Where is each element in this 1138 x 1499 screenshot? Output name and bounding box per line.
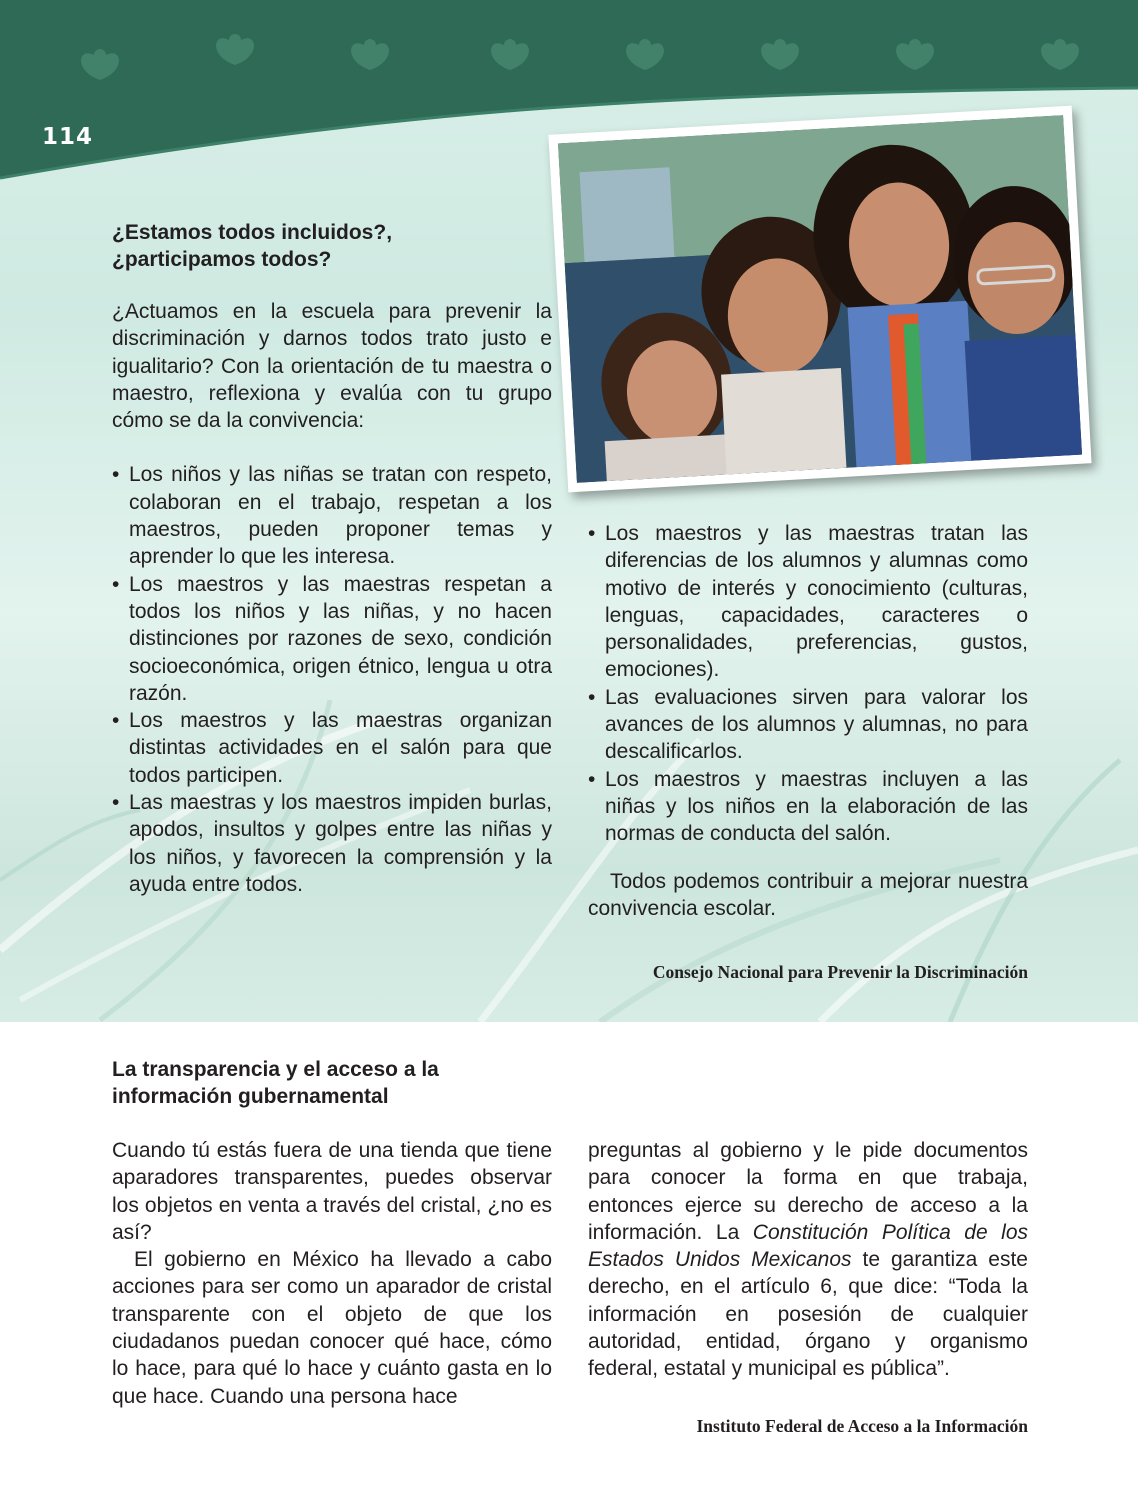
list-item: • Las evaluaciones sirven para valorar los avances de los alumnos y alumnas, no para descalificarlos. (588, 684, 1028, 766)
list-item: • Los maestros y las maestras respetan a todos los niños y las niñas, y no hacen distinciones por razones de sexo, condición socioeconómica, origen étnico, lengua u otra razón. (112, 571, 552, 707)
section1-closing: Todos podemos contribuir a mejorar nuestra convivencia escolar. (588, 869, 1028, 920)
section2-para3-end: te garantiza este derecho, en el artículo 6, que dice: “Toda la información en posesión de cualquier autoridad, entidad, órgano y organismo federal, estatal y municipal es pública”. (588, 1248, 1028, 1381)
page-number: 114 (42, 124, 94, 150)
section1-source: Consejo Nacional para Prevenir la Discriminación (652, 962, 1028, 982)
section1-intro: ¿Actuamos en la escuela para prevenir la discriminación y darnos todos trato justo e igualitario? Con la orientación de tu maestra o maestro, reflexiona y evalúa con tu grupo cómo se da la convivencia: (112, 300, 552, 433)
section2-para3 (588, 1137, 1028, 1383)
list-item: • Los niños y las niñas se tratan con respeto, colaboran en el trabajo, respetan a los maestros, pueden proponer temas y aprender lo que les interesa. (112, 461, 552, 570)
bullet-list-right (588, 520, 1028, 848)
section2-left-column (112, 1137, 552, 1410)
section2-para1: Cuando tú estás fuera de una tienda que tiene aparadores transparentes, puedes observar los objetos en venta a través del cristal, ¿no es así? (112, 1139, 552, 1244)
list-item: • Los maestros y las maestras tratan las diferencias de los alumnos y alumnas como motivo de interés y conocimiento (culturas, lenguas, capacidades, caracteres o personalidades, preferencias, gustos, emociones). (588, 520, 1028, 684)
photo-frame (548, 106, 1091, 493)
list-item: • Los maestros y maestras incluyen a las niñas y los niños en la elaboración de las normas de conducta del salón. (588, 766, 1028, 848)
section2-para3-start: preguntas al gobierno y le pide documentos para conocer la forma en que trabaja, entonces ejerce su derecho de acceso a la información. La (588, 1139, 1028, 1244)
section2-title-line2: información gubernamental (112, 1085, 389, 1108)
section1-title-line1: ¿Estamos todos incluidos?, (112, 221, 393, 244)
list-item: • Los maestros y las maestras organizan distintas actividades en el salón para que todos participen. (112, 707, 552, 789)
students-photo (558, 115, 1082, 483)
section2-para2: El gobierno en México ha llevado a cabo acciones para ser como un aparador de cristal transparente con el objeto de que los ciudadanos puedan conocer qué hace, cómo lo hace, para qué lo hace y cuánto gasta en lo que hace. Cuando una persona hace (112, 1248, 552, 1408)
section2-source: Instituto Federal de Acceso a la Información (696, 1416, 1028, 1436)
section2-title (112, 1056, 552, 1110)
list-item: • Las maestras y los maestros impiden burlas, apodos, insultos y golpes entre las niñas y los niños, y favorecen la comprensión y la ayuda entre todos. (112, 789, 552, 898)
section2-title-line1: La transparencia y el acceso a la (112, 1058, 439, 1081)
section1-title (112, 219, 552, 273)
section2-right-column (588, 1137, 1028, 1383)
section2-para3-italic: Constitución Política de los Estados Unidos Mexicanos (588, 1220, 1028, 1272)
section1-title-line2: ¿participamos todos? (112, 248, 332, 271)
section1-left-column (112, 298, 552, 898)
section1-right-column (588, 520, 1028, 922)
bullet-list-left (112, 461, 552, 898)
